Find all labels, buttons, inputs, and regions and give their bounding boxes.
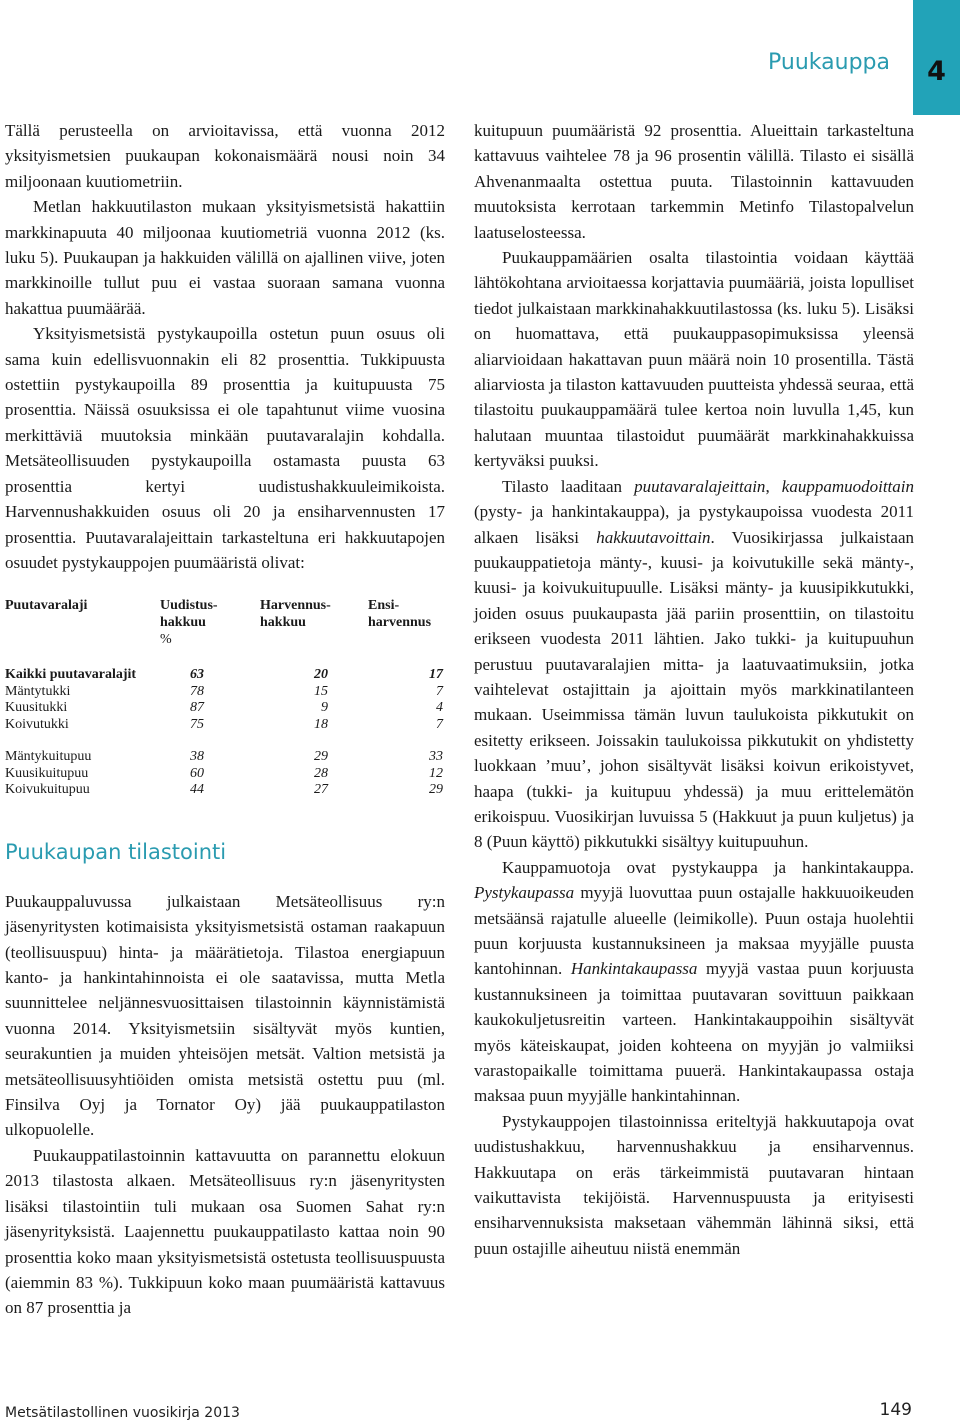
paragraph: Pystykauppojen tilastoinnissa eriteltyjä hakkuutapoja ovat uudistushakkuu, harvennushakkuu ja ensiharvennus. Hakkuutapa on eräs tärkeimmistä puutavaran hintaan vaikuttavista tekijöistä. Harvennuspuusta ja erityisesti ensiharvennuksista maksetaan vähemmän lähinnä siksi, että puun ostajille aiheutuu niistä enemmän	[474, 1111, 914, 1258]
header-line: Ensi-	[368, 598, 400, 614]
table-cell: 60	[190, 765, 204, 781]
emphasis-term: kauppamuodoittain	[781, 476, 914, 496]
table-row	[5, 667, 445, 684]
table-row	[5, 684, 445, 701]
emphasis-term: Pystykaupassa	[474, 883, 575, 903]
table-row	[5, 766, 445, 783]
table-cell: 15	[314, 683, 328, 699]
header-line: hakkuu	[260, 615, 306, 631]
table-cell: 38	[190, 749, 204, 765]
chapter-number-tab: 4	[913, 0, 960, 115]
text-run: ,	[765, 476, 782, 496]
table-header-cell	[260, 597, 368, 648]
table-cell: 27	[314, 782, 328, 798]
header-line: harvennus	[368, 615, 432, 631]
table-cell: 20	[314, 667, 328, 683]
table-cell: Kaikki puutavaralajit	[5, 667, 137, 683]
text-run: (pysty- ja hankintakauppa), ja pystykaupoissa vuodesta 2011 alkaen lisäksi	[474, 502, 914, 547]
table-cell: 44	[190, 782, 204, 798]
harvest-method-table	[5, 597, 445, 799]
paragraph	[474, 855, 914, 1109]
header-line: Uudistus-	[160, 598, 218, 614]
table-cell: 4	[436, 700, 443, 716]
table-header-cell	[368, 597, 445, 648]
header-line: %	[160, 632, 172, 648]
text-run: myyjä luovuttaa puun ostajalle hakkuuoikeuden metsäänsä rajatulle alueelle (leimikolle). Puun ostaja huolehtii puun korjuusta kustannuksineen ja maksaa myyjälle puusta kantohinnan.	[474, 883, 914, 979]
table-cell: Mäntytukki	[5, 683, 71, 699]
table-row	[5, 717, 445, 734]
table-header-row	[5, 597, 445, 648]
table-row	[5, 782, 445, 799]
emphasis-term: puutavaralajeittain	[634, 476, 766, 496]
table-cell: 29	[314, 749, 328, 765]
table-cell: 28	[314, 765, 328, 781]
table-cell: 33	[429, 749, 443, 765]
table-cell: Kuusikuitupuu	[5, 765, 89, 781]
table-cell: 63	[190, 667, 204, 683]
paragraph: Metlan hakkuutilaston mukaan yksityismetsistä hakattiin markkinapuuta 40 miljoonaa kuutiometriä vuonna 2012 (ks. luku 5). Puukaupan ja hakkuiden välillä on ajallinen viive, joten markkinoille tullut puu ei vastaa suoraan samana vuonna hakattua puumäärää.	[5, 197, 445, 318]
table-cell: 18	[314, 716, 328, 732]
table-row	[5, 749, 445, 766]
text-run: . Vuosikirjassa julkaistaan puukauppatietoja mänty-, kuusi- ja koivutukille sekä mänty-, kuusi- ja koivukuitupuulle. Lisäksi mänty- ja kuusipikkutukki, joiden osuus puukaupasta jää pariin prosenttiin, on tilastoitu erikseen vuodesta 2011 lähtien. Jako tukki- ja kuitupuuhun perustuu puutavaralajien mitta- ja laatuvaatimuksiin, jotka vaihtelevat ostajittain ja ajoittain myös markkinatilanteen mukaan. Useimmissa tämän luvun taulukoista pikkutukit on esitetty erikseen. Joissakin taulukoissa pikkutukit on yhdistetty luokkaan ’muu’, johon sisältyvät lisäksi koivun erikoistyvet, haapa (tukki- ja kuitupuu yhdessä) ja muu erittelemätön erikoispuu. Vuosikirjan luvuissa 5 (Hakkuut ja puun kuljetus) ja 8 (Puun käyttö) pikkutukki sisältyy kuitupuuhun.	[474, 527, 914, 852]
text-run: Kauppamuotoja ovat pystykauppa ja hankintakauppa.	[502, 857, 914, 877]
table-cell: 12	[429, 765, 443, 781]
table-row	[5, 700, 445, 717]
paragraph: Puukauppamäärien osalta tilastointia voidaan käyttää lähtökohtana arvioitaessa korjattavia puumääriä, joista lopulliset tiedot julkaistaan markkinahakkuutilastossa (ks. luku 5). Lisäksi on huomattava, että puukauppasopimuksissa yleensä aliarvioidaan hakattavan puun määrä noin 10 prosentilla. Tästä aliarviosta ja tilaston kattavuuden puutteista yhdessä seuraa, että tilastoitu puukauppamäärä tulee kertoa noin luvulla 1,45, kun halutaan muuntaa tilastoidut puumäärät markkinahakkuissa kertyväksi puuksi.	[474, 248, 914, 471]
table-cell: 78	[190, 683, 204, 699]
footer-page-number: 149	[879, 1400, 912, 1420]
table-cell: 7	[436, 716, 443, 732]
table-cell: Koivutukki	[5, 716, 69, 732]
footer-publication-title: Metsätilastollinen vuosikirja 2013	[5, 1405, 240, 1421]
emphasis-term: Hankintakaupassa	[570, 959, 698, 979]
header-line: Harvennus-	[260, 598, 331, 614]
paragraph	[474, 474, 914, 855]
paragraph: Tällä perusteella on arvioitavissa, että vuonna 2012 yksityismetsien puukaupan kokonaismäärä nousi noin 34 miljoonaan kuutiometriin.	[5, 121, 445, 191]
table-cell: Kuusitukki	[5, 700, 68, 716]
table-cell: Mäntykuitupuu	[5, 749, 92, 765]
section-heading: Puukaupan tilastointi	[5, 839, 227, 864]
text-run: myyjä vastaa puun korjuusta kustannuksineen ja toimittaa puutavaran sovittuun paikkaan kaukokuljetusreitin varteen. Hankintakauppoihin sisältyvät myös käteiskaupat, joiden kohteena on myyjän jo valmiiksi varastopaikalle toimittama puuerä. Hankintakaupassa ostaja maksaa puun myyjälle hankintahinnan.	[474, 959, 914, 1106]
table-cell: 17	[429, 667, 443, 683]
paragraph: Yksityismetsistä pystykaupoilla ostetun puun osuus oli sama kuin edellisvuonnakin eli 82 prosenttia. Tukkipuusta ostettiin pystykaupoilla 89 prosenttia ja kuitupuusta 75 prosenttia. Näissä osuuksissa ei ole tapahtunut viime vuosina merkittäviä muutoksia minkään puutavaralajin kohdalla. Metsäteollisuuden pystykaupoilla ostamasta puusta 63 prosenttia kertyi uudistushakkuuleimikoista. Harvennushakkuiden osuus oli 20 ja ensiharvennusten 17 prosenttia. Puutavaralajeittain tarkasteltuna eri hakkuutapojen osuudet pystykauppojen puumääristä olivat:	[5, 324, 445, 572]
left-column	[5, 118, 445, 1321]
emphasis-term: hakkuutavoittain	[596, 527, 711, 547]
paragraph: kuitupuun puumääristä 92 prosenttia. Alueittain tarkasteltuna kattavuus vaihtelee 78 ja 96 prosentin välillä. Tilasto ei sisällä Ahvenanmaalta ostettua puuta. Tilastoinnin kattavuuden muutoksista kerrotaan tarkemmin Metinfo Tilastopalvelun laatuselosteessa.	[474, 121, 914, 242]
table-cell: Koivukuitupuu	[5, 782, 90, 798]
table-header-cell: Puutavaralaji	[5, 598, 88, 614]
table-cell: 29	[429, 782, 443, 798]
paragraph: Puukauppatilastoinnin kattavuutta on parannettu elokuun 2013 tilastosta alkaen. Metsäteollisuus ry:n jäsenyritysten lisäksi tilastointiin tuli mukaan osa Suomen Sahat ry:n jäsenyrityksistä. Laajennettu puukauppatilasto kattaa noin 90 prosenttia koko maan yksityismetsistä ostetusta teollisuuspuusta (aiemmin 83 %). Tukkipuun koko maan puumääristä kattavuus on 87 prosenttia ja	[5, 1145, 445, 1318]
table-cell: 7	[436, 683, 443, 699]
table-header-cell	[160, 597, 260, 648]
table-cell: 75	[190, 716, 204, 732]
table-cell: 9	[321, 700, 328, 716]
header-line: hakkuu	[160, 615, 206, 631]
right-column	[474, 118, 914, 1261]
text-run: Tilasto laaditaan	[502, 476, 635, 496]
table-cell: 87	[190, 700, 204, 716]
running-header-title: Puukauppa	[768, 50, 890, 75]
paragraph: Puukauppaluvussa julkaistaan Metsäteollisuus ry:n jäsenyritysten kotimaisista yksityismetsistä ostaman raakapuun (teollisuuspuu) hinta- ja määrätietoja. Tilastoa energiapuun kanto- ja hankintahinnoista ei ole saatavissa, mutta Metla suunnittelee neljännesvuosittaisen tilastoinnin käynnistämistä vuonna 2014. Yksityismetsiin sisältyvät myös kuntien, seurakuntien ja muiden yhteisöjen metsät. Valtion metsistä ja metsäteollisuusyhtiöiden omista metsistä ostettu puu (ml. Finsilva Oyj ja Tornator Oy) jää puukauppatilaston ulkopuolelle.	[5, 891, 445, 1140]
